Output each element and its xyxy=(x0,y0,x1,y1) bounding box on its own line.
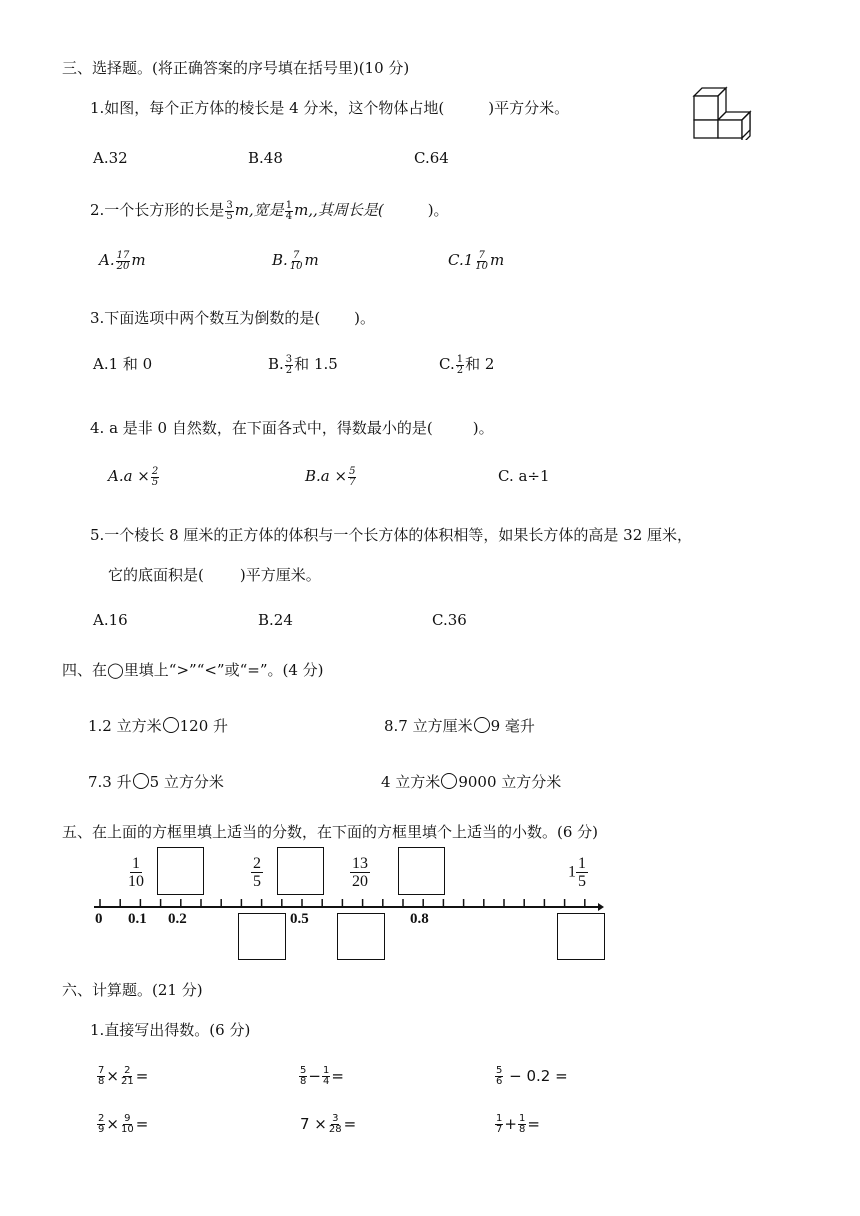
answer-box-bottom-3[interactable] xyxy=(557,913,605,960)
top-fraction-2: $\frac{2}{5}$ xyxy=(253,855,261,890)
q2-option-b: B. $\frac{7}{10}$ m xyxy=(272,249,319,272)
q2-stem: 2.一个长方形的长是 $\frac{3}{5}$ m,宽是 $\frac{1}{4}$ m,,其周长是( )。 xyxy=(90,199,449,222)
q4-stem: 4. a 是非 0 自然数，在下面各式中，得数最小的是( )。 xyxy=(90,419,494,437)
section3-heading: 三、选择题。(将正确答案的序号填在括号里)(10 分) xyxy=(62,59,410,77)
answer-box-bottom-2[interactable] xyxy=(337,913,385,960)
calc-2-3: $\frac{1}{7}$ + $\frac{1}{8}$ = xyxy=(496,1113,540,1135)
calc-1-2: $\frac{5}{8}$ − $\frac{1}{4}$ = xyxy=(300,1065,344,1087)
q4-option-c: C. a÷1 xyxy=(498,467,550,485)
q3-option-b: B. $\frac{3}{2}$ 和 1.5 xyxy=(268,353,338,376)
section4-heading: 四、在◯里填上“>”“<”或“=”。(4 分) xyxy=(62,661,324,679)
q4-option-a: A.a × $\frac{2}{5}$ xyxy=(108,465,159,488)
calc-2-1: $\frac{2}{9}$ × $\frac{9}{10}$ = xyxy=(98,1113,149,1135)
compare-item-2: 8.7 立方厘米 9 毫升 xyxy=(384,717,535,735)
section5-heading: 五、在上面的方框里填上适当的分数，在下面的方框里填个上适当的小数。(6 分) xyxy=(62,823,599,841)
circle-blank-icon[interactable] xyxy=(133,773,149,789)
top-fraction-3: $\frac{13}{20}$ xyxy=(352,855,368,890)
q3-stem: 3.下面选项中两个数互为倒数的是( )。 xyxy=(90,309,376,327)
section6-sub1: 1.直接写出得数。(6 分) xyxy=(90,1021,251,1039)
answer-box-top-2[interactable] xyxy=(277,847,324,895)
q5-stem-line1: 5.一个棱长 8 厘米的正方体的体积与一个长方体的体积相等，如果长方体的高是 32 厘米， xyxy=(90,526,693,544)
top-fraction-4: 1 $\frac{1}{5}$ xyxy=(568,855,586,890)
answer-box-top-3[interactable] xyxy=(398,847,445,895)
circle-blank-icon[interactable] xyxy=(474,717,490,733)
compare-item-4: 4 立方米 9000 立方分米 xyxy=(381,773,562,791)
compare-item-3: 7.3 升 5 立方分米 xyxy=(88,773,224,791)
tick-label-0: 0 xyxy=(95,911,103,927)
fraction: $\frac{3}{5}$ xyxy=(226,199,233,222)
section6-heading: 六、计算题。(21 分) xyxy=(62,981,203,999)
circle-blank-icon[interactable] xyxy=(163,717,179,733)
q1-option-b: B.48 xyxy=(248,149,283,167)
q5-option-a: A.16 xyxy=(93,611,128,629)
q2-option-a: A. $\frac{17}{20}$ m xyxy=(99,249,146,272)
cube-figure xyxy=(692,84,754,140)
answer-box-top-1[interactable] xyxy=(157,847,204,895)
answer-box-bottom-1[interactable] xyxy=(238,913,286,960)
calc-1-1: $\frac{7}{8}$ × $\frac{2}{21}$ = xyxy=(98,1065,149,1087)
calc-1-3: $\frac{5}{6}$ − 0.2 = xyxy=(496,1065,568,1087)
tick-label-0.1: 0.1 xyxy=(128,911,147,927)
top-fraction-1: $\frac{1}{10}$ xyxy=(128,855,144,890)
q5-option-c: C.36 xyxy=(432,611,467,629)
q5-stem-line2: 它的底面积是( )平方厘米。 xyxy=(108,566,321,584)
q4-option-b: B.a × $\frac{5}{7}$ xyxy=(305,465,356,488)
tick-label-0.2: 0.2 xyxy=(168,911,187,927)
q5-option-b: B.24 xyxy=(258,611,293,629)
compare-item-1: 1.2 立方米 120 升 xyxy=(88,717,229,735)
q2-option-c: C.1 $\frac{7}{10}$ m xyxy=(448,249,505,272)
circle-blank-icon[interactable] xyxy=(441,773,457,789)
q1-option-a: A.32 xyxy=(93,149,128,167)
q1-stem: 1.如图，每个正方体的棱长是 4 分米，这个物体占地( )平方分米。 xyxy=(90,99,570,117)
q1-option-c: C.64 xyxy=(414,149,449,167)
fraction: $\frac{1}{4}$ xyxy=(285,199,293,222)
q3-option-a: A.1 和 0 xyxy=(93,355,153,373)
calc-2-2: 7 × $\frac{3}{28}$ = xyxy=(300,1113,357,1135)
tick-label-0.8: 0.8 xyxy=(410,911,429,927)
tick-label-0.5: 0.5 xyxy=(290,911,309,927)
q3-option-c: C. $\frac{1}{2}$ 和 2 xyxy=(439,353,495,376)
